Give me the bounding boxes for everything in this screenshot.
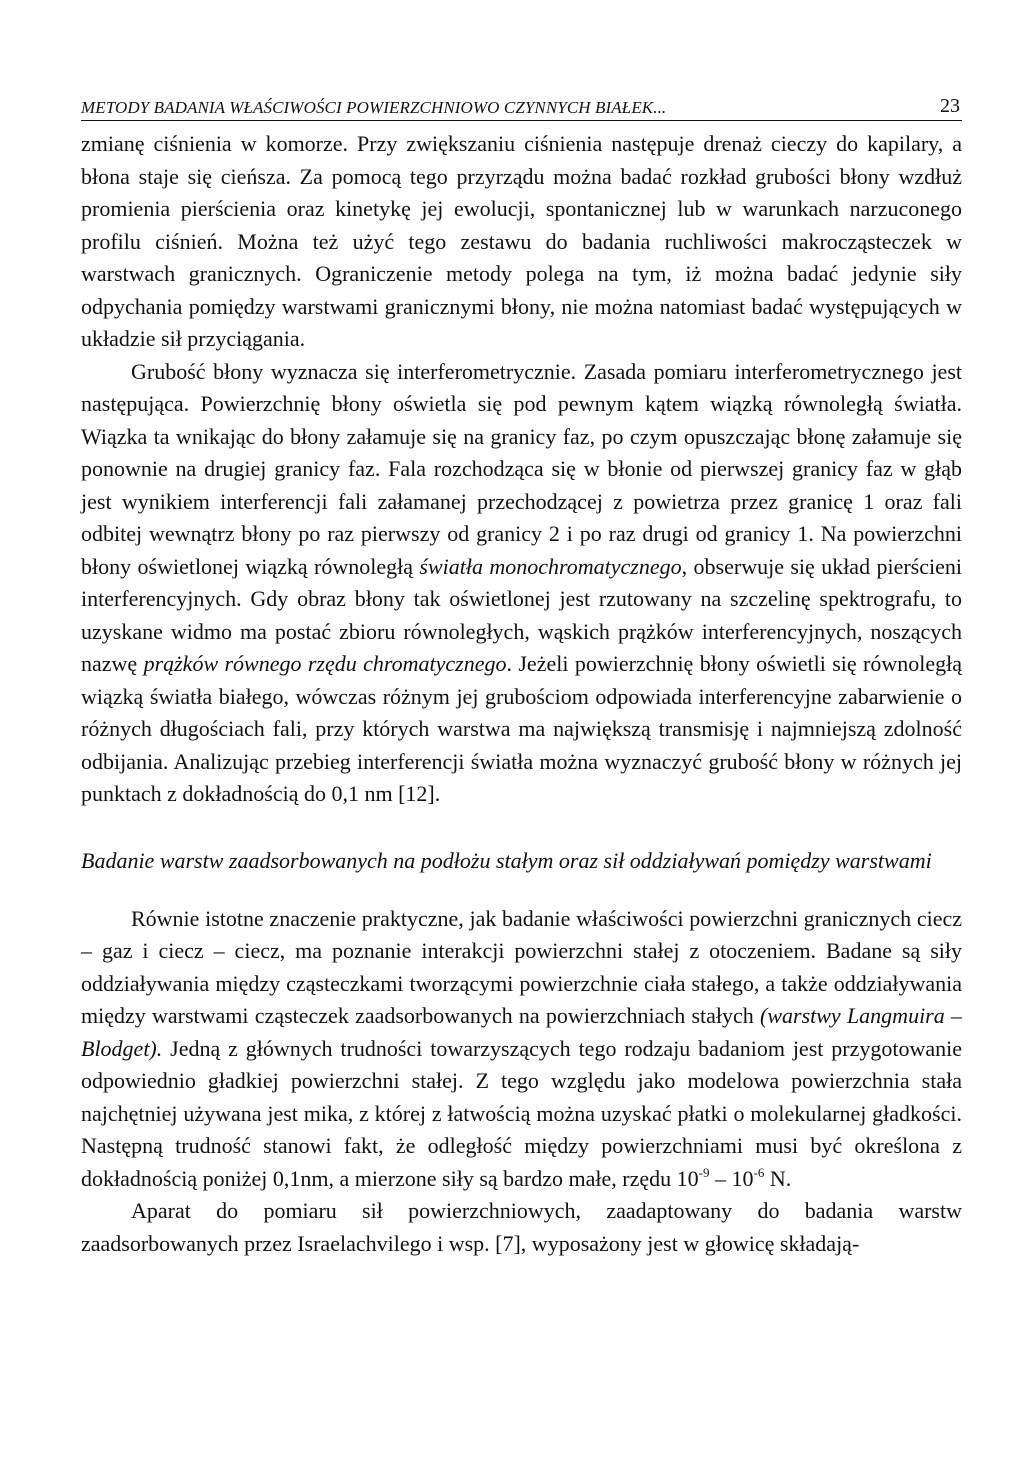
page-number: 23 [940,95,960,117]
italic-term: światła monochromatycznego [419,553,682,579]
paragraph-apparatus [81,1195,962,1260]
document-page [81,88,962,1260]
power-base: 10 [731,1165,754,1191]
paragraph-interferometry [81,356,962,811]
body-text [81,128,962,1260]
running-header [81,88,962,121]
section-heading: Badanie warstw zaadsorbowanych na podłożu stałym oraz sił oddziaływań pomiędzy warstwami [81,847,932,873]
italic-term: prążków równego rzędu chromatycznego [143,651,507,676]
paragraph-text: Jedną z głównych trudności towarzyszących tego rodzaju badaniom jest przygotowanie odpowiednio gładkiej powierzchni stałej. Z tego względu jako modelowa powierzchnia stała najchętniej używana jest mika, z której z łatwością można uzyskać płatki o molekularnej gładkości. Następną trudność stanowi fakt, że odległość między powierzchniami musi być określona z dokładnością poniżej 0,1nm, a mierzone siły są bardzo małe, rzędu [81,1035,962,1191]
power-exponent: -9 [698,1164,710,1180]
italic-term: (warstwy Langmuira – Blodget). [81,1003,962,1061]
paragraph-solid-surfaces [81,903,962,1196]
paragraph-text: zmianę ciśnienia w komorze. Przy zwiększaniu ciśnienia następuje drenaż cieczy do kapilary, a błona staje się cieńsza. Za pomocą tego przyrządu można badać rozkład grubości błony wzdłuż promienia pierścienia oraz kinetykę jej ewolucji, spontanicznej lub w warunkach narzuconego profilu ciśnień. Można też użyć tego zestawu do badania ruchliwości makrocząsteczek w warstwach granicznych. Ograniczenie metody polega na tym, iż można badać jedynie siły odpychania pomiędzy warstwami granicznymi błony, nie można natomiast badać występujących w układzie sił przyciągania. [81,131,962,351]
force-unit: N. [764,1165,792,1191]
running-title: METODY BADANIA WŁAŚCIWOŚCI POWIERZCHNIOWO CZYNNYCH BIAŁEK... [81,98,667,117]
range-dash: – [709,1165,732,1191]
paragraph-text: . Jeżeli powierzchnię błony oświetli się równoległą wiązką światła białego, wówczas różnym jej grubościom odpowiada interferencyjne zabarwienie o różnych długościach fali, przy których warstwa ma największą transmisję i najmniejszą zdolność odbijania. Analizując przebieg interferencji światła można wyznaczyć grubość błony w różnych jej punktach z dokładnością do 0,1 nm [12]. [81,651,962,806]
power-exponent: -6 [753,1164,765,1180]
power-base: 10 [676,1165,699,1191]
paragraph-text: Aparat do pomiaru sił powierzchniowych, zaadaptowany do badania warstw zaadsorbowanych przez Israelachvilego i wsp. [7], wyposażony jest w głowicę składają- [81,1198,962,1256]
paragraph-text: , obserwuje się układ pierścieni interferencyjnych. Gdy obraz błony tak oświetlonej jest rzutowany na szczelinę spektrografu, to uzyskane widmo ma postać zbioru równoległych, wąskich prążków interferencyjnych, noszących nazwę [81,553,962,676]
paragraph-text: Równie istotne znaczenie praktyczne, jak badanie właściwości powierzchni granicznych ciecz – gaz i ciecz – ciecz, ma poznanie interakcji powierzchni stałej z otoczeniem. Badane są siły oddziaływania między cząsteczkami tworzącymi powierzchnie ciała stałego, a także oddziaływania między warstwami cząsteczek zaadsorbowanych na powierzchniach stałych [81,905,962,1028]
paragraph-text: Grubość błony wyznacza się interferometrycznie. Zasada pomiaru interferometrycznego jest następująca. Powierzchnię błony oświetla się pod pewnym kątem wiązką równoległą światła. Wiązka ta wnikając do błony załamuje się na granicy faz, po czym opuszczając błonę załamuje się ponownie na drugiej granicy faz. Fala rozchodząca się w błonie od pierwszej granicy faz w głąb jest wynikiem interferencji fali załamanej przechodzącej z powietrza przez granicę 1 oraz fali odbitej wewnątrz błony po raz pierwszy od granicy 2 i po raz drugi od granicy 1. Na powierzchni błony oświetlonej wiązką równoległą [81,358,962,579]
paragraph-continuation [81,128,962,356]
